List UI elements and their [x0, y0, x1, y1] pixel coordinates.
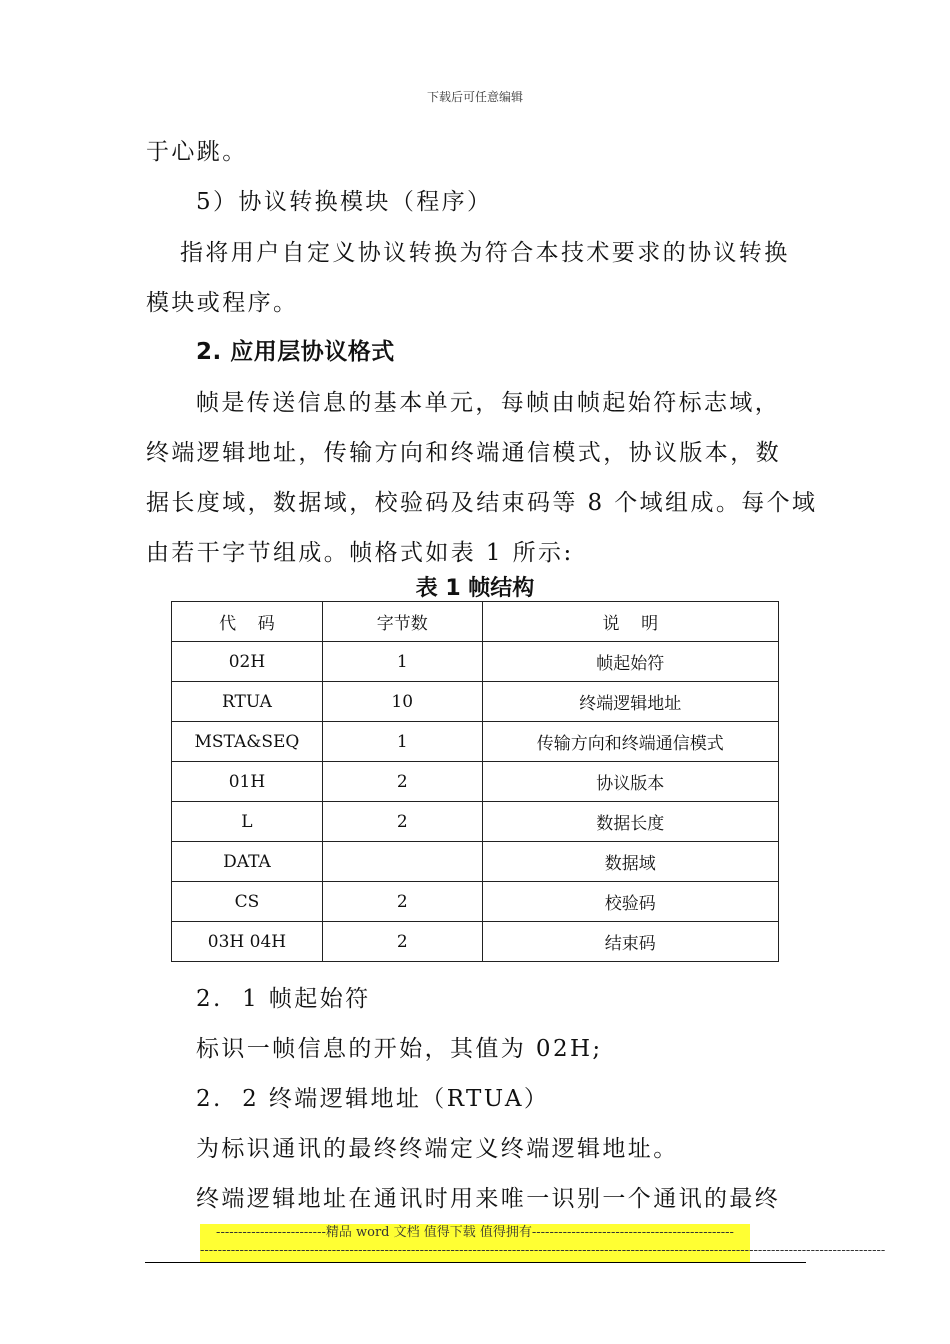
frame-structure-table: [171, 601, 779, 962]
cell-description: 数据长度: [482, 802, 778, 842]
footer-banner-dashes: ------------------------------------------------------------------------------------------------------------------------------------------------------------: [200, 1243, 886, 1258]
page-header: 下载后可任意编辑: [426, 90, 523, 104]
cell-description: 终端逻辑地址: [482, 682, 778, 722]
cell-code: DATA: [172, 842, 323, 882]
cell-bytes: 2: [322, 802, 482, 842]
cell-bytes: 2: [322, 882, 482, 922]
footer-rule: [145, 1262, 806, 1263]
cell-code: 03H 04H: [172, 922, 323, 962]
section-heading: 2. 应用层协议格式: [196, 339, 395, 365]
cell-bytes: 10: [322, 682, 482, 722]
cell-code: L: [172, 802, 323, 842]
cell-code: RTUA: [172, 682, 323, 722]
cell-code: 02H: [172, 642, 323, 682]
cell-bytes: 1: [322, 722, 482, 762]
cell-bytes: [322, 842, 482, 882]
footer-banner-text: -------------------------精品 word 文档 值得下载 值得拥有----------------------------------------------: [216, 1225, 734, 1240]
subsection-heading: 2. 1 帧起始符: [196, 986, 371, 1012]
body-line: 据长度域，数据域，校验码及结束码等 8 个域组成。每个域: [146, 490, 818, 516]
body-line: 终端逻辑地址在通讯时用来唯一识别一个通讯的最终: [196, 1186, 781, 1212]
table-row: [172, 722, 779, 762]
body-line: 模块或程序。: [146, 290, 299, 316]
section-heading: 5）协议转换模块（程序）: [196, 189, 493, 215]
column-header-description: 说 明: [482, 602, 778, 642]
column-header-bytes: 字节数: [322, 602, 482, 642]
cell-bytes: 1: [322, 642, 482, 682]
table-row: [172, 842, 779, 882]
body-line: 标识一帧信息的开始，其值为 02H;: [196, 1036, 603, 1062]
cell-description: 校验码: [482, 882, 778, 922]
column-header-code: 代 码: [172, 602, 323, 642]
body-line: 指将用户自定义协议转换为符合本技术要求的协议转换: [180, 240, 790, 266]
table-row: [172, 802, 779, 842]
cell-code: 01H: [172, 762, 323, 802]
table-row: [172, 642, 779, 682]
cell-description: 传输方向和终端通信模式: [482, 722, 778, 762]
cell-code: MSTA&SEQ: [172, 722, 323, 762]
table-caption: 表 1 帧结构: [415, 576, 535, 601]
footer-banner: [200, 1224, 886, 1262]
table-header-row: [172, 602, 779, 642]
cell-description: 数据域: [482, 842, 778, 882]
body-line: 帧是传送信息的基本单元，每帧由帧起始符标志域，: [196, 390, 781, 416]
table-row: [172, 682, 779, 722]
body-line: 由若干字节组成。帧格式如表 1 所示:: [146, 540, 574, 566]
subsection-heading: 2. 2 终端逻辑地址（RTUA）: [196, 1086, 550, 1112]
body-line: 为标识通讯的最终终端定义终端逻辑地址。: [196, 1136, 679, 1162]
cell-bytes: 2: [322, 762, 482, 802]
cell-code: CS: [172, 882, 323, 922]
body-line: 于心跳。: [146, 139, 248, 165]
cell-description: 结束码: [482, 922, 778, 962]
cell-bytes: 2: [322, 922, 482, 962]
cell-description: 帧起始符: [482, 642, 778, 682]
table-row: [172, 762, 779, 802]
table-row: [172, 882, 779, 922]
table-row: [172, 922, 779, 962]
cell-description: 协议版本: [482, 762, 778, 802]
body-line: 终端逻辑地址，传输方向和终端通信模式，协议版本，数: [146, 440, 781, 466]
